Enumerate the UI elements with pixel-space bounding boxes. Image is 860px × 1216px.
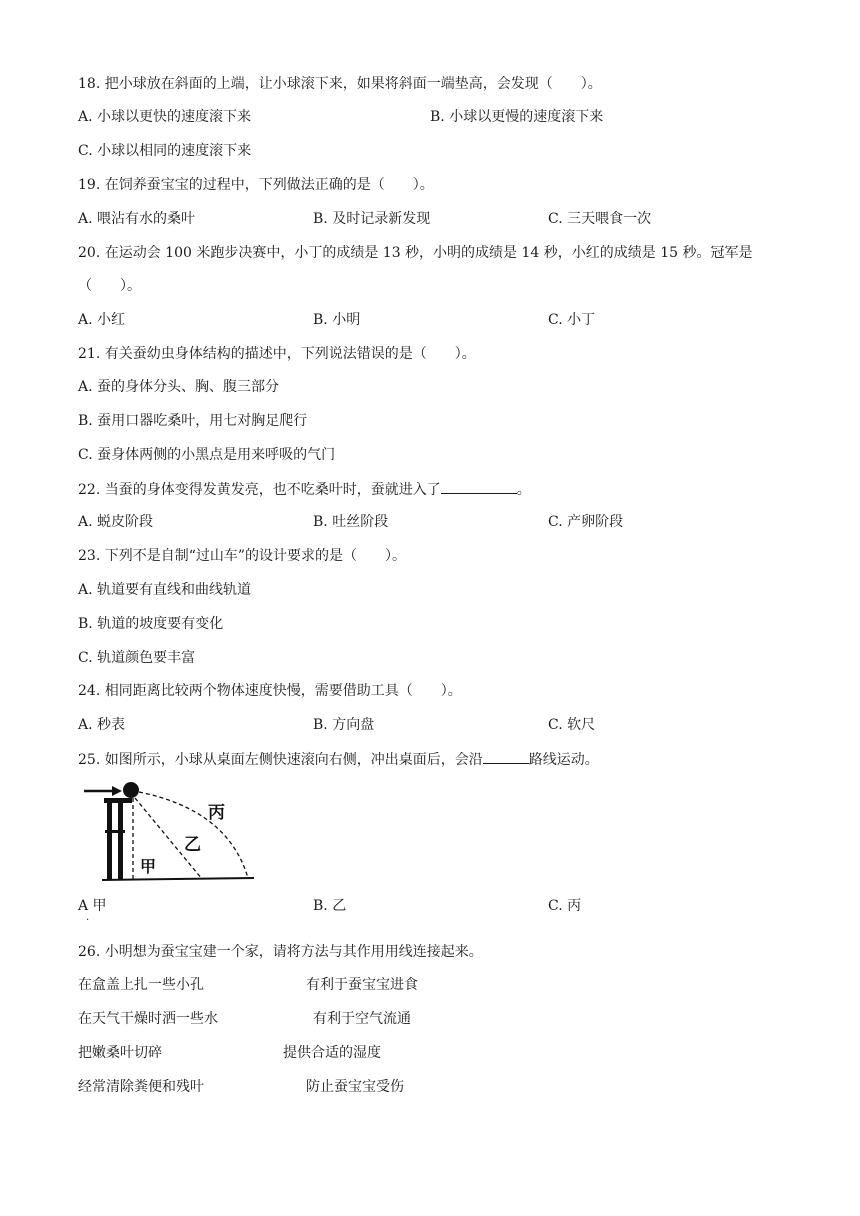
q21-option-c: C. 蚕身体两侧的小黑点是用来呼吸的气门 [78,447,336,463]
q22-option-a: A. 蜕皮阶段 [78,514,154,530]
arrow-head-icon [112,786,122,796]
match-right-item[interactable]: 防止蚕宝宝受伤 [306,1079,404,1095]
ground-line [102,878,254,880]
table-leg-left [107,803,112,879]
q24-option-a: A. 秒表 [78,717,126,733]
ball [123,782,139,798]
label-yi: 乙 [184,835,201,855]
q19-option-a: A. 喂沾有水的桑叶 [78,211,196,227]
q21-option-a: A. 蚕的身体分头、胸、腹三部分 [78,379,280,395]
q18-option-c: C. 小球以相同的速度滚下来 [78,143,252,159]
q22-option-c: C. 产卵阶段 [548,514,624,530]
q24-stem: 24. 相同距离比较两个物体速度快慢，需要借助工具（ ）。 [78,683,462,699]
q19-option-b: B. 及时记录新发现 [313,211,431,227]
q23-stem: 23. 下列不是自制“过山车”的设计要求的是（ ）。 [78,548,407,564]
stray-dot: . [86,912,90,923]
q22-stem: 22. 当蚕的身体变得发黄发亮，也不吃桑叶时，蚕就进入了 。 [78,479,531,500]
match-left-item[interactable]: 经常清除粪便和残叶 [78,1079,204,1095]
q18-option-a: A. 小球以更快的速度滚下来 [78,109,252,125]
q25-answer-blank[interactable] [483,749,529,764]
match-right-item[interactable]: 提供合适的湿度 [283,1045,381,1061]
q22-answer-blank[interactable] [441,479,517,494]
q23-option-c: C. 轨道颜色要丰富 [78,650,196,666]
match-left-item[interactable]: 把嫩桑叶切碎 [78,1045,162,1061]
q19-stem: 19. 在饲养蚕宝宝的过程中，下列做法正确的是（ ）。 [78,177,434,193]
q22-option-b: B. 吐丝阶段 [313,514,389,530]
match-right-item[interactable]: 有利于空气流通 [313,1011,411,1027]
q25-option-b: B. 乙 [313,898,347,914]
q18-stem: 18. 把小球放在斜面的上端，让小球滚下来，如果将斜面一端垫高，会发现（ ）。 [78,76,602,92]
match-right-item[interactable]: 有利于蚕宝宝进食 [306,977,418,993]
q20-option-a: A. 小红 [78,312,126,328]
q18-option-b: B. 小球以更慢的速度滚下来 [430,109,604,125]
table-crossbar [105,830,125,833]
q21-option-b: B. 蚕用口器吃桑叶，用七对胸足爬行 [78,413,308,429]
label-bing: 丙 [208,803,225,823]
q21-stem: 21. 有关蚕幼虫身体结构的描述中，下列说法错误的是（ ）。 [78,346,476,362]
q20-option-c: C. 小丁 [548,312,596,328]
match-left-item[interactable]: 在盒盖上扎一些小孔 [78,977,204,993]
q25-stem: 25. 如图所示，小球从桌面左侧快速滚向右侧，冲出桌面后，会沿 路线运动。 [78,749,599,770]
q19-option-c: C. 三天喂食一次 [548,211,652,227]
q26-stem: 26. 小明想为蚕宝宝建一个家，请将方法与其作用用线连接起来。 [78,944,483,960]
q25-option-c: C. 丙 [548,898,582,914]
q24-option-c: C. 软尺 [548,717,596,733]
q23-option-b: B. 轨道的坡度要有变化 [78,616,224,632]
q24-option-b: B. 方向盘 [313,717,375,733]
ball-trajectory-figure [78,780,258,885]
q20-option-b: B. 小明 [313,312,361,328]
table-top [104,798,132,803]
q23-option-a: A. 轨道要有直线和曲线轨道 [78,582,252,598]
match-left-item[interactable]: 在天气干燥时洒一些水 [78,1011,218,1027]
label-jia: 甲 [140,857,157,876]
q20-stem-cont: （ ）。 [78,278,141,294]
table-leg-right [118,803,123,879]
q25-option-a: A 甲 [78,898,107,914]
q20-stem: 20. 在运动会 100 米跑步决赛中，小丁的成绩是 13 秒，小明的成绩是 14 秒，小红的成绩是 15 秒。冠军是 [78,245,753,261]
